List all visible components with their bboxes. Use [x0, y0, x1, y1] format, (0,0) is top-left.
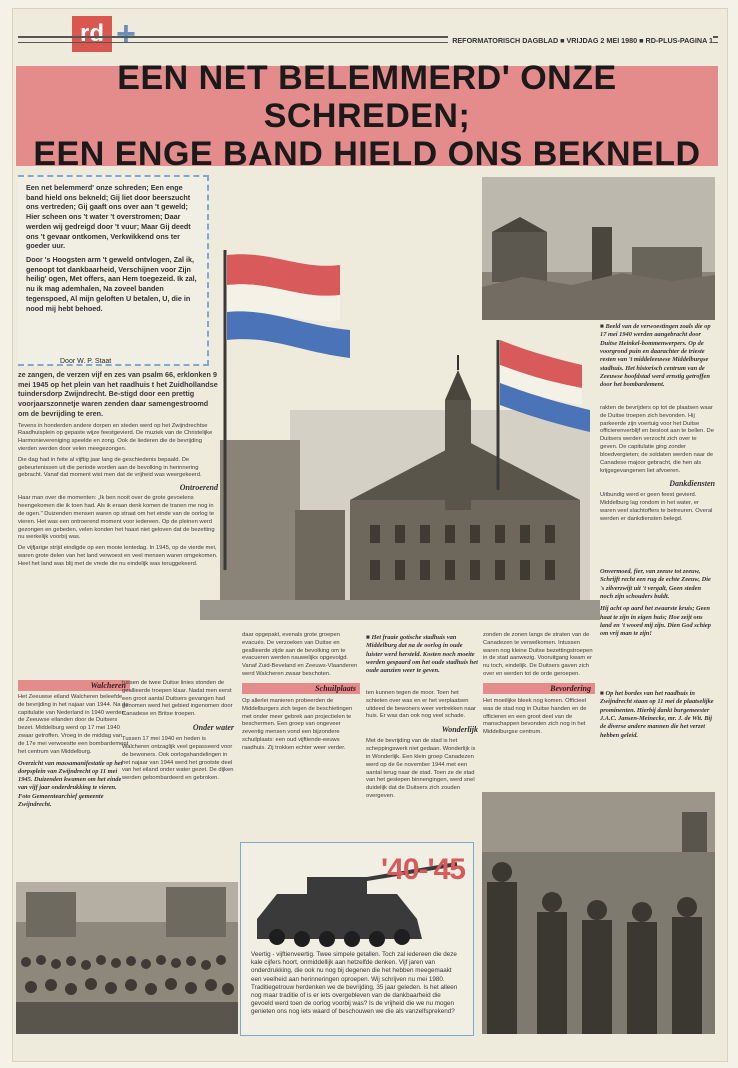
- quote-right-2: Hij acht op aard het zwaarste kruis; Geen haat te zijn in eigen huis; Hoe zeijt ons land en 't woord mij zijn. Dien God schiep om vrij man te zijn!: [600, 605, 711, 638]
- body-paragraph: Die dag had in feite al vijftig jaar lang de geschiedenis bepaald. De gebeurtenissen uit die periode worden aan de bevolking in herinnering gebracht. Vanaf dat moment wist men dat de vrijheid was weergekeerd.: [18, 456, 202, 479]
- article-column-walcheren-2: [122, 680, 234, 870]
- quote-right: [600, 568, 715, 693]
- photo-caption-middle: ■ Het fraaie gotische stadhuis van Middelburg dat na de oorlog in oude luister werd hersteld. Kosten noch moeite werden gespaard om het oude stadhuis het oude aanzien weer te geven.: [366, 634, 478, 675]
- page-headline: [16, 59, 718, 173]
- body-paragraph: zonden de zonen langs de straten van de Canadezen te verwelkomen. Intussen waren nog kleine Duitse bezettingstroepen in de stad aanwezig. Vooruitgang kwam er nu toch, eindelijk. De Duitsers gaven zich over en werden tot de orde geroepen.: [483, 632, 593, 678]
- poem-stanza-1: Een net belemmerd' onze schreden; Een enge band hield ons bekneld; Gij liet door beerszucht ons vertreden; Gij gaaft ons over aan 't geweld; Hier scheen ons 't water 't overstromen; Daar werden wij gedreigd door 't vuur; Maar Gij deedt ons 't gevaar ontkomen, Verkwikkend ons ter goeder uur.: [26, 183, 191, 251]
- byline: Door W. P. Staat: [60, 358, 112, 365]
- body-paragraph: Haar man over die momenten: „Ik ben nooit over de grote gevoelens heengekomen die ik toen had. Als ik eraan denk komen de tranen me nog in de ogen." Duizenden mensen waren op straat om het einde van de oorlog te vieren. Het was een ontroerend moment voor iedereen. Op de pleinen werd gezongen en gebeden, velen konden het haast niet geloven dat de bezetting nu werkelijk voorbij was.: [18, 495, 215, 541]
- body-paragraph: Tussen 17 mei 1940 en heden is Walcheren ontzaglijk veel gepasseerd voor de bewoners. Ook oorlogshandelingen in het najaar van 1944 werd het grootste deel van het eiland onder water gezet. De dijken werden gebombardeerd en gebroken.: [122, 736, 234, 782]
- body-paragraph: daar opgepakt, evenals grote groepen evacués. De verzoeken van Duitse en geallieerde zijde aan de bevolking om te evacueren werden nauwelijks opgevolgd. Vanaf Zuid-Beveland en Zeeuws-Vlaanderen werd Walcheren zwaar beschoten.: [242, 632, 358, 678]
- poster-years: '40-'45: [381, 853, 465, 886]
- newspaper-logo: rd: [72, 16, 112, 52]
- crowd-photo: [16, 882, 238, 1034]
- body-paragraph: Tevens in honderden andere dorpen en steden werd op het Zwijndrechtse Raadhuisplein op gepaste wijze feestgevierd. De muziek van de Christelijke Harmonievereniging speelde en zong. Ook de liederen die de bevrijding vierden werden door velen meegezongen.: [18, 422, 213, 453]
- section-heading-ontroerend: Ontroerend: [179, 483, 218, 493]
- quote-right-1: Onvermoed, fier, van zeeuw tot zeeuw, Schrijft recht een rug de echte Zeeuw, Die 's zilverzwijt uit 't vergalt, Geen steden noch zijn schouders buldt.: [600, 568, 711, 600]
- section-heading-schuilplaats: Schuilplaats: [242, 683, 360, 694]
- poem-stanza-2: Door 's Hoogsten arm 't geweld ontvlogen, Zal ik, genoopt tot dankbaarheid, Verschijnen voor Zijn heilig' ogen, Met offers, aan Hem toegezeid. Ik zal, nu ik mag ademhalen, Na zoveel banden tegenspoed, Al mijn geloften U betalen, U, die in nood mij hebt behoed.: [26, 255, 197, 313]
- body-paragraph: De vijfjarige strijd eindigde op een mooie lentedag. In 1945, op de vierde mei, waren grote delen van het land verwoest en veel mensen waren omgekomen. Heel het land was blij met de vrede die nu eindelijk was teruggekeerd.: [18, 545, 218, 567]
- intro-paragraph: ze zangen, de verzen vijf en zes van psalm 66, erklonken 9 mei 1945 op het plein van het raadhuis t het Zuidhollandse tuindersdorp Zwijndrecht. Be-stigd door een prettig voorjaarszonnetje waren zenden daar samengestroomd om de bevrijding te eren.: [18, 370, 218, 418]
- section-heading-dankdiensten: [600, 479, 715, 488]
- plus-icon: +: [116, 15, 136, 53]
- poster-box: [240, 842, 474, 1036]
- photo-caption-bottom-right: ■ Op het bordes van het raadhuis in Zwijndrecht staan op 11 mei de plaatselijke prominenten. Hierbij dankt burgemeester J.A.C. Jansen-Meinecke, mr. J. de Wit. Bij de diverse andere mannen die het verzet hebben geleid.: [600, 690, 714, 739]
- body-paragraph: Op allerlei manieren probeerden de Middelburgers zich tegen de beschietingen met onder meer gebrek aan projectielen te beschermen. Een groep van ongeveer zeventig mensen vond een bijzondere schuilplaats: een oud vijftiende-eeuws raadhuis. Zij trokken echter weer verder.: [242, 697, 353, 751]
- body-paragraph: ten kunnen tegen de moor. Toen het schieten over was en er het verplaatsen uitdeed de bewoners weer vertrekken naar huis. Er was dan ook nog veel schade.: [366, 690, 476, 720]
- section-heading-bevordering: Bevordering: [483, 683, 595, 694]
- walcheren-box-caption: Overzicht van massamanifestatie op het dorpsplein van Zwijndrecht op 11 mei 1945. Duizenden kwamen om het einde van vijf jaar onderdrukking te vieren. Foto Gemeentearchief gemeente Zwijndrecht.: [18, 759, 123, 809]
- section-heading-onder-water: Onder water: [192, 723, 234, 733]
- section-heading-wonderlijk: Wonderlijk: [441, 725, 478, 735]
- section-heading-walcheren: Walcheren: [18, 680, 130, 691]
- body-paragraph: Uitbundig werd er geen feest gevierd. Middelburg lag rondom in het water, er waren veel slachtoffers te betreuren. Overal werden er dankdiensten belegd.: [600, 492, 713, 522]
- poem-box: [18, 175, 209, 366]
- body-paragraph: tussen de twee Duitse linies stonden de geallieerde troepen klaar. Nadat men eerst een groot aantal Duitsers gevangen had genomen werd het gebied ingenomen door Canadese en Britse troepen.: [122, 680, 233, 718]
- photo-caption-top-right: ■ Beeld van de verwoestingen zoals die op 17 mei 1940 werden aangebracht door Duitse Heinkel-bommenwerpers. Op de voorgrond puin en daarachter de triestе resten van 't middeleeuwse Middelburgse stadhuis. Het historisch centrum van de Zeeuwse hoofdstad werd ernstig getroffen door het bombardement.: [600, 323, 711, 389]
- header-meta: REFORMATORISCH DAGBLAD ■ VRIJDAG 2 MEI 1980 ■ RD-PLUS-PAGINA 1: [448, 36, 713, 45]
- poster-text: Veertig - vijftienveertig. Twee simpele getallen. Toch zal iedereen die deze kale cijfers hoort, onmiddellijk aan hetzelfde denken. Vijf jaren van onderdrukking, die ook nu nog bij degenen die het hebben meegemaakt een veelheid aan herinneringen oproepen. Wij schrijven nu mei 1980. Traditiegetrouw herdenken we de bevrijding, 35 jaar geleden. Is het alleen nog maar traditie of is er iets overgebleven van de dankbaarheid die gevoeld werd toen de oorlog voorbij was? Is de vrijheid die we nu mogen genieten ons nog iets waard of beschouwen we die als vanzelfsprekend?: [251, 951, 458, 1016]
- article-column-walcheren: [18, 680, 130, 870]
- section-heading-dankdiensten-text: Dankdiensten: [669, 479, 715, 489]
- article-column-2: [242, 632, 360, 842]
- headline-line-2: EEN ENGE BAND HIELD ONS BEKNELD: [33, 135, 701, 173]
- headline-line-1: EEN NET BELEMMERD' ONZE SCHREDEN;: [117, 59, 617, 135]
- dignitaries-photo: [482, 792, 715, 1034]
- body-paragraph: Het moeilijke bleek nog komen. Officieel was de stad nog in Duitse handen en de officieren en een groot deel van de manschappen bevonden zich nog in het Middelburgse centrum.: [483, 697, 587, 736]
- body-paragraph: rakten de bevrijders op tot de plaatsen waar de Duitse troepen zich bevonden. Hij parkeerde zijn voertuig voor het Duitse officierenverblijf en besloot aan te bellen. De Duitsers werden verzocht zich over te geven. De capitulatie ging zonder bloedvergieten; de soldaten werden naar de Canadese majoor gebracht, die hen als krijgsgevangenen liet afvoeren.: [600, 405, 714, 474]
- body-paragraph: Met de bevrijding van de stad is het scheppingswerk niet gedaan. Wonderlijk is in Wonderlijk. Een klein groep Canadezen werd op de 6e november 1944 met een aantal terug naar de stad. Toen ze de stad van het geslepen binnengingen, werd snel duidelijk dat de Duitsers zich zouden overgeven.: [366, 738, 476, 799]
- article-column-1: [18, 370, 218, 668]
- article-column-3: [366, 690, 478, 840]
- article-column-right: [600, 405, 715, 565]
- ruins-photo: [482, 177, 715, 320]
- body-paragraph: Het Zeeuwse eiland Walcheren beleefde de bevrijding in het najaar van 1944. Na de capitulatie van Nederland in 1940 werden de Zeeuwse eilanden door de Duitsers bezet. Middelburg werd op 17 mei 1940 zwaar getroffen. Vroeg in de middag van de 17e mei verwoestte een bombardement het centrum van Middelburg.: [18, 694, 129, 755]
